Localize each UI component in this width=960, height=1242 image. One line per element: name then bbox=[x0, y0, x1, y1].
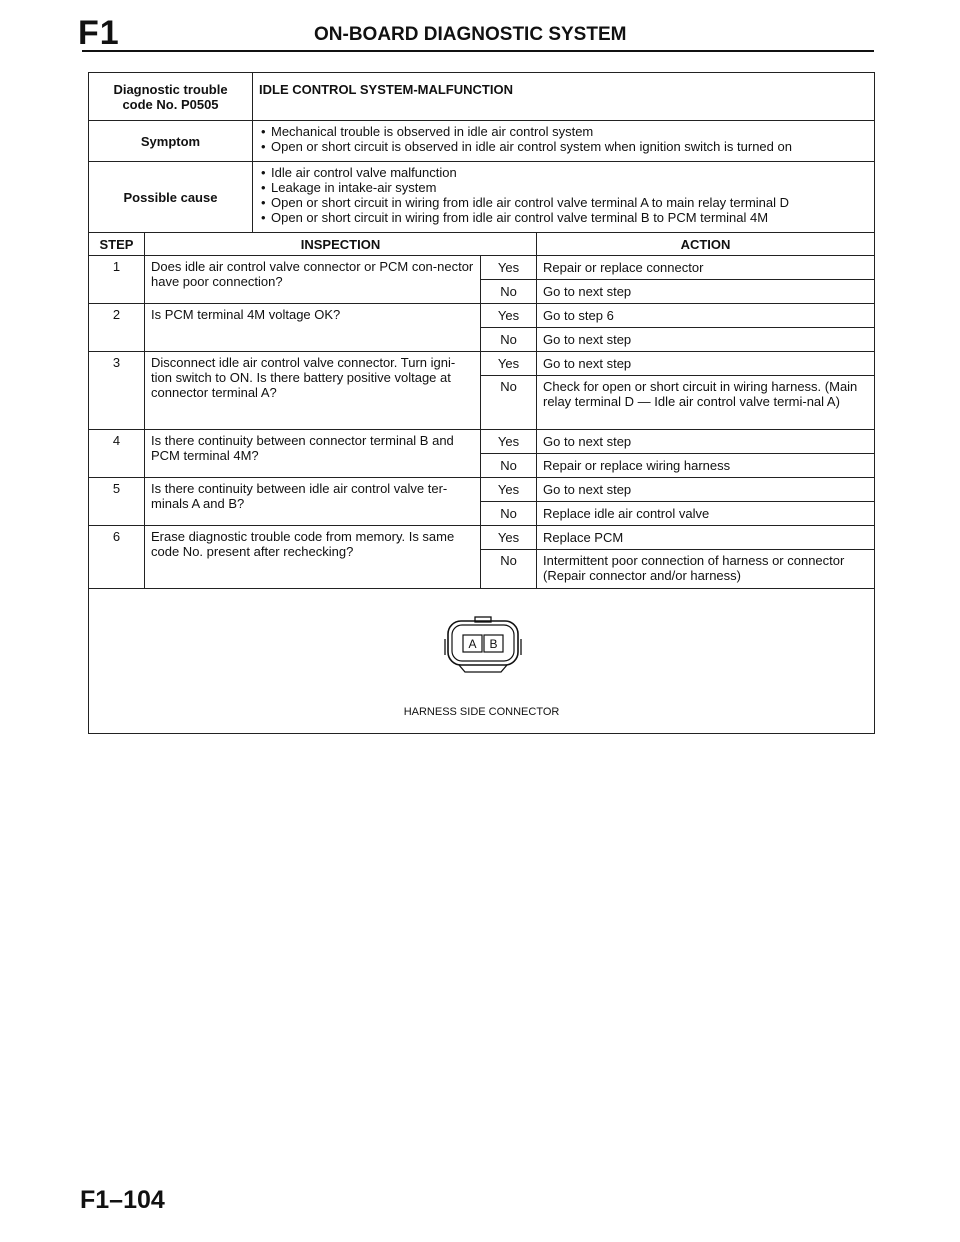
symptom-item: • Open or short circuit is observed in idle air control system when ignition switch is turned on bbox=[259, 139, 868, 154]
terminal-b-label: B bbox=[489, 637, 498, 651]
dtc-row bbox=[89, 73, 875, 121]
step-row bbox=[89, 256, 875, 280]
connector-base bbox=[459, 665, 507, 672]
symptom-label: Symptom bbox=[89, 121, 253, 162]
step-inspection: Is there continuity between connector terminal B and PCM terminal 4M? bbox=[145, 430, 481, 478]
step-number: 5 bbox=[89, 478, 145, 526]
step-inspection: Is PCM terminal 4M voltage OK? bbox=[145, 304, 481, 352]
step-inspection: Disconnect idle air control valve connector. Turn igni-tion switch to ON. Is there battery positive voltage at connector terminal A? bbox=[145, 352, 481, 430]
yes-label: Yes bbox=[481, 352, 537, 376]
step-row bbox=[89, 304, 875, 328]
no-label: No bbox=[481, 376, 537, 430]
yes-label: Yes bbox=[481, 304, 537, 328]
dtc-label-line1: Diagnostic trouble bbox=[113, 81, 228, 97]
symptom-row bbox=[89, 121, 875, 162]
action-column-header: ACTION bbox=[537, 233, 875, 256]
no-label: No bbox=[481, 454, 537, 478]
step-column-header: STEP bbox=[89, 233, 145, 256]
no-label: No bbox=[481, 550, 537, 589]
no-label: No bbox=[481, 280, 537, 304]
no-action: Repair or replace wiring harness bbox=[537, 454, 875, 478]
no-action: Intermittent poor connection of harness or connector (Repair connector and/or harness) bbox=[537, 550, 875, 589]
possible-cause-list bbox=[259, 165, 868, 225]
no-action: Go to next step bbox=[537, 328, 875, 352]
step-number: 2 bbox=[89, 304, 145, 352]
yes-action: Go to next step bbox=[537, 478, 875, 502]
no-label: No bbox=[481, 502, 537, 526]
step-inspection: Does idle air control valve connector or PCM con-nector have poor connection? bbox=[145, 256, 481, 304]
harness-connector-figure bbox=[443, 615, 523, 677]
connector-inner-shell bbox=[452, 625, 514, 661]
dtc-label-line2: code No. P0505 bbox=[122, 96, 219, 112]
symptom-item: • Mechanical trouble is observed in idle air control system bbox=[259, 124, 868, 139]
symptom-list-cell bbox=[253, 121, 875, 162]
inspection-column-header: INSPECTION bbox=[145, 233, 537, 256]
yes-action: Go to step 6 bbox=[537, 304, 875, 328]
step-row bbox=[89, 430, 875, 454]
page-number: F1–104 bbox=[80, 1186, 165, 1214]
page-title: ON-BOARD DIAGNOSTIC SYSTEM bbox=[314, 24, 627, 45]
cause-item: • Leakage in intake-air system bbox=[259, 180, 868, 195]
yes-label: Yes bbox=[481, 430, 537, 454]
possible-cause-list-cell bbox=[253, 162, 875, 233]
possible-cause-row bbox=[89, 162, 875, 233]
cause-item: • Open or short circuit in wiring from idle air control valve terminal A to main relay terminal D bbox=[259, 195, 868, 210]
yes-action: Go to next step bbox=[537, 352, 875, 376]
header-divider bbox=[82, 50, 874, 52]
figure-caption: HARNESS SIDE CONNECTOR bbox=[403, 706, 560, 718]
yes-action: Go to next step bbox=[537, 430, 875, 454]
step-number: 1 bbox=[89, 256, 145, 304]
dtc-title: IDLE CONTROL SYSTEM-MALFUNCTION bbox=[253, 73, 875, 121]
yes-label: Yes bbox=[481, 526, 537, 550]
step-number: 6 bbox=[89, 526, 145, 589]
yes-action: Repair or replace connector bbox=[537, 256, 875, 280]
step-number: 3 bbox=[89, 352, 145, 430]
yes-label: Yes bbox=[481, 478, 537, 502]
step-inspection: Is there continuity between idle air control valve ter-minals A and B? bbox=[145, 478, 481, 526]
figure-cell bbox=[89, 589, 875, 734]
step-row bbox=[89, 526, 875, 550]
column-header-row bbox=[89, 233, 875, 256]
diagnostic-table bbox=[88, 72, 875, 734]
no-action: Replace idle air control valve bbox=[537, 502, 875, 526]
possible-cause-label: Possible cause bbox=[89, 162, 253, 233]
section-code: F1 bbox=[78, 14, 120, 52]
figure-row bbox=[89, 589, 875, 734]
no-action: Go to next step bbox=[537, 280, 875, 304]
dtc-label bbox=[89, 73, 253, 121]
symptom-list bbox=[259, 124, 868, 154]
terminal-a-label: A bbox=[468, 637, 477, 651]
step-row bbox=[89, 478, 875, 502]
connector-outer-shell bbox=[448, 621, 518, 665]
yes-action: Replace PCM bbox=[537, 526, 875, 550]
cause-item: • Open or short circuit in wiring from idle air control valve terminal B to PCM terminal 4M bbox=[259, 210, 868, 225]
no-action: Check for open or short circuit in wiring harness. (Main relay terminal D — Idle air control valve termi-nal A) bbox=[537, 376, 875, 430]
yes-label: Yes bbox=[481, 256, 537, 280]
step-row bbox=[89, 352, 875, 376]
no-label: No bbox=[481, 328, 537, 352]
step-inspection: Erase diagnostic trouble code from memory. Is same code No. present after rechecking? bbox=[145, 526, 481, 589]
step-number: 4 bbox=[89, 430, 145, 478]
cause-item: • Idle air control valve malfunction bbox=[259, 165, 868, 180]
